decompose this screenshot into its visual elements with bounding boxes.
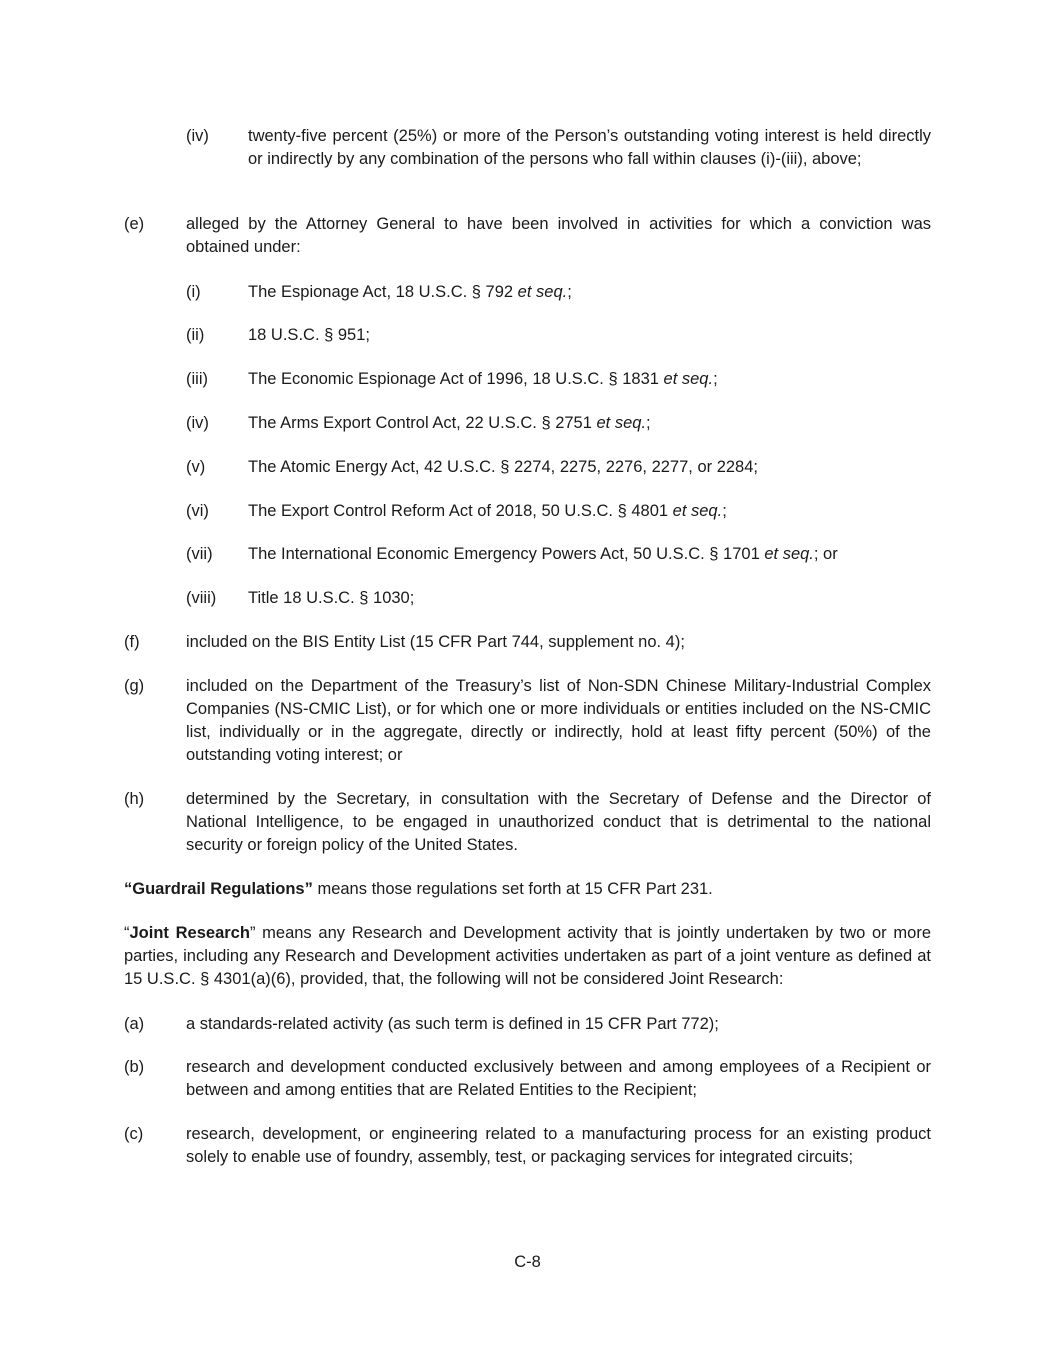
clause-h-text: determined by the Secretary, in consultation with the Secretary of Defense and the Director of National Intelligence, to be engaged in unauthorized conduct that is detrimental to the national security or foreign policy of the United States. (186, 790, 931, 854)
page-number: C-8 (514, 1253, 541, 1271)
joint-research-item-text: research, development, or engineering related to a manufacturing process for an existing product solely to enable use of foundry, assembly, test, or packaging services for integrated circuits; (186, 1125, 931, 1166)
clause-e-text: alleged by the Attorney General to have been involved in activities for which a conviction was obtained under: (186, 215, 931, 256)
joint-research-item-text: a standards-related activity (as such term is defined in 15 CFR Part 772); (186, 1015, 719, 1033)
clause-e-item-text: The International Economic Emergency Powers Act, 50 U.S.C. § 1701 et seq.; or (248, 545, 838, 563)
clause-g-label: (g) (124, 677, 145, 695)
clause-h-label: (h) (124, 790, 145, 808)
clause-e-label: (e) (124, 215, 145, 233)
joint-research-definition-text: ” means any Research and Development activity that is jointly undertaken by two or more parties, including any Research and Development activities undertaken as part of a joint venture as defined at 15 U.S.C. § 4301(a)(6), provided, that, the following will not be considered Joint Research: (124, 924, 931, 988)
clause-e-item-label: (v) (186, 458, 206, 476)
clause-e-item-label: (vii) (186, 545, 213, 563)
clause-f-text: included on the BIS Entity List (15 CFR Part 744, supplement no. 4); (186, 633, 685, 651)
joint-research-definition: “Joint Research” means any Research and Development activity that is jointly undertaken by two or more parties, including any Research and Development activities undertaken as part of a joint venture as defined at 15 U.S.C. § 4301(a)(6), provided, that, the following will not be considered Joint Research: (124, 924, 931, 988)
clause-e-item-text: The Arms Export Control Act, 22 U.S.C. § 2751 et seq.; (248, 414, 651, 432)
joint-research-item-label: (c) (124, 1125, 144, 1143)
joint-research-term: Joint Research (129, 924, 250, 942)
joint-research-item-text: research and development conducted exclusively between and among employees of a Recipient or between and among entities that are Related Entities to the Recipient; (186, 1058, 931, 1099)
clause-d-iv-label: (iv) (186, 127, 209, 145)
clause-e-item-label: (i) (186, 283, 201, 301)
joint-research-item-label: (b) (124, 1058, 145, 1076)
clause-e-item-text: The Export Control Reform Act of 2018, 50 U.S.C. § 4801 et seq.; (248, 502, 727, 520)
guardrail-definition (124, 878, 931, 901)
clause-e-item-text: The Economic Espionage Act of 1996, 18 U.S.C. § 1831 et seq.; (248, 370, 718, 388)
guardrail-term: “Guardrail Regulations” (124, 880, 313, 898)
clause-e-item-label: (iv) (186, 414, 209, 432)
clause-e-item-label: (iii) (186, 370, 208, 388)
clause-e-item-label: (vi) (186, 502, 209, 520)
clause-e-item-text: Title 18 U.S.C. § 1030; (248, 589, 415, 607)
clause-d-iv-text: twenty-five percent (25%) or more of the Person’s outstanding voting interest is held directly or indirectly by any combination of the persons who fall within clauses (i)-(iii), above; (248, 127, 931, 168)
clause-e-item-text: The Espionage Act, 18 U.S.C. § 792 et seq.; (248, 283, 572, 301)
guardrail-definition-text: means those regulations set forth at 15 CFR Part 231. (312, 880, 713, 898)
clause-e-item-text: The Atomic Energy Act, 42 U.S.C. § 2274, 2275, 2276, 2277, or 2284; (248, 458, 758, 476)
clause-e-item-label: (viii) (186, 589, 217, 607)
clause-f-label: (f) (124, 633, 140, 651)
clause-g-text: included on the Department of the Treasury’s list of Non-SDN Chinese Military-Industrial Complex Companies (NS-CMIC List), or for which one or more individuals or entities included on the NS-CMIC list, individually or in the aggregate, directly or indirectly, hold at least fifty percent (50%) of the outstanding voting interest; or (186, 677, 931, 764)
clause-e-item-text: 18 U.S.C. § 951; (248, 326, 370, 344)
clause-e-item-label: (ii) (186, 326, 205, 344)
joint-research-item-label: (a) (124, 1015, 145, 1033)
